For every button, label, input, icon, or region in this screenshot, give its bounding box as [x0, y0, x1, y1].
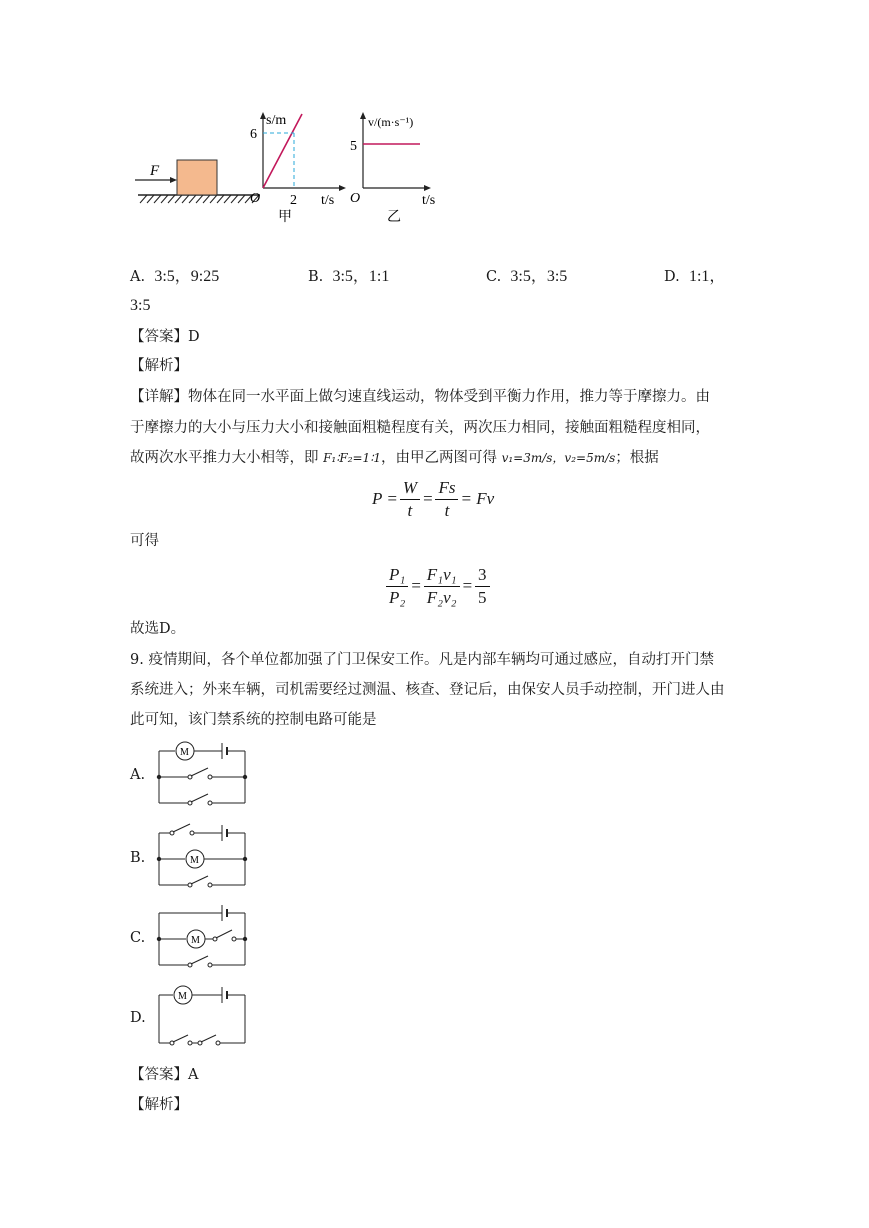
svg-text:5: 5 [350, 139, 357, 154]
ratio-formula: $\frac{\text{P₁}}{\text{P₂}}$ = $\frac{\text{F₁v₁}}{\text{F₂v₂}}$ = $\frac{3}{5}$ [384, 561, 492, 611]
circuit-c-label: C. [130, 930, 146, 946]
circuit-d-label: D. [130, 1010, 146, 1026]
power-formula: P = $\frac{W}{t}$ = $\frac{Fs}{t}$ = Fv [372, 477, 495, 520]
circuit-a [150, 738, 255, 806]
analysis-label-2: 【解析】 [130, 1097, 188, 1113]
svg-text:6: 6 [250, 127, 257, 142]
detail-line-1: 【详解】物体在同一水平面上做匀速直线运动，物体受到平衡力作用，推力等于摩擦力。由 [130, 389, 710, 405]
option-d-wrap: 3:5 [130, 297, 151, 314]
detail-line-3: 故两次水平推力大小相等，即 F₁∶F₂=1∶1，由甲乙两图可得 v₁=3m/s，v₂=5m/s；根据 [130, 450, 659, 466]
block [177, 160, 217, 195]
force-label: F [150, 163, 160, 179]
option-d: D. 1:1， [664, 268, 726, 285]
option-b: B. 3:5，1:1 [308, 268, 390, 285]
analysis-label: 【解析】 [130, 358, 188, 374]
detail-line-2: 于摩擦力的大小与压力大小和接触面粗糙程度有关，两次压力相同，接触面粗糙程度相同， [130, 420, 710, 436]
svg-text:t/s: t/s [422, 193, 436, 208]
circuit-b-label: B. [130, 850, 146, 866]
answer-q8: 【答案】D [130, 329, 200, 345]
svg-text:2: 2 [290, 193, 297, 208]
conclusion: 故选D。 [130, 621, 186, 637]
svg-text:v/(m·s⁻¹): v/(m·s⁻¹) [368, 115, 414, 129]
circuit-b [150, 820, 255, 888]
svg-text:t/s: t/s [321, 193, 335, 208]
circuit-c [150, 900, 255, 968]
svg-text:甲: 甲 [278, 210, 292, 225]
svg-text:O: O [250, 191, 261, 206]
circuit-d [150, 982, 255, 1050]
q9-line-1: 9. 疫情期间，各个单位都加强了门卫保安工作。凡是内部车辆均可通过感应，自动打开门禁 [130, 652, 714, 668]
answer-q9: 【答案】A [130, 1067, 199, 1083]
kede: 可得 [130, 533, 159, 549]
q9-line-2: 系统进入；外来车辆，司机需要经过测温、核查、登记后，由保安人员手动控制，开门进人由 [130, 682, 725, 698]
motion-figure [130, 100, 450, 230]
svg-text:s/m: s/m [266, 113, 287, 128]
svg-text:O: O [350, 191, 361, 206]
option-a: A. 3:5，9:25 [130, 268, 220, 285]
svg-text:M: M [191, 935, 200, 946]
svg-text:M: M [178, 991, 187, 1002]
svg-text:M: M [190, 855, 199, 866]
svg-text:M: M [180, 747, 189, 758]
q9-line-3: 此可知，该门禁系统的控制电路可能是 [130, 712, 377, 728]
svg-text:乙: 乙 [387, 210, 401, 225]
circuit-a-label: A. [130, 767, 146, 783]
option-c: C. 3:5，3:5 [486, 268, 568, 285]
